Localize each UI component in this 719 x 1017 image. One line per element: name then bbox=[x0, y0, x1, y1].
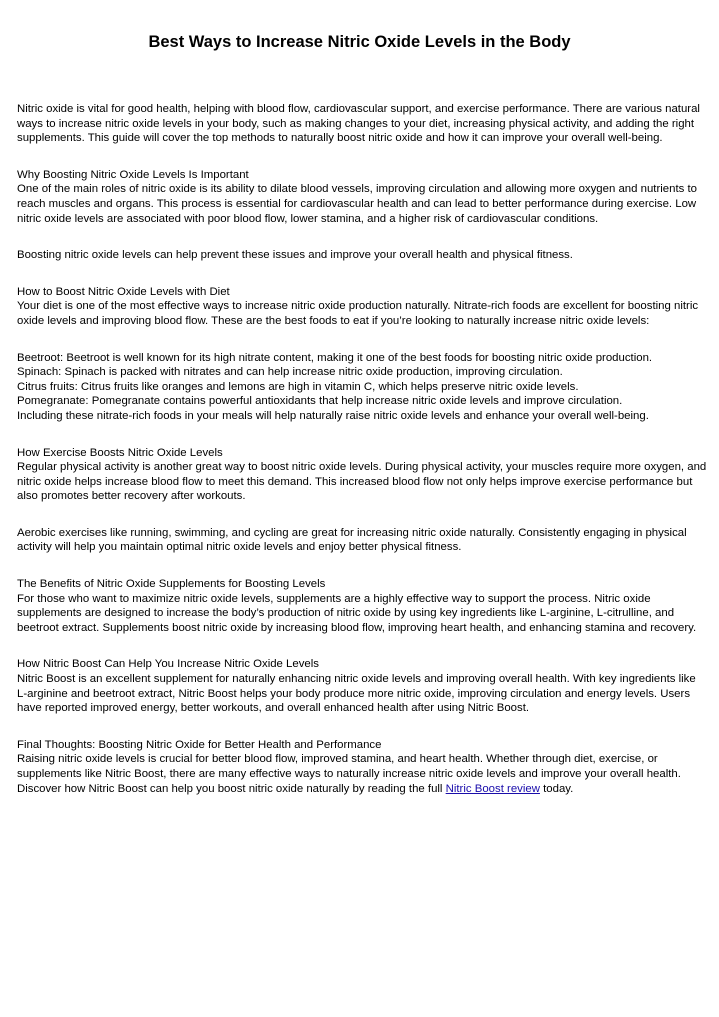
section-heading-final: Final Thoughts: Boosting Nitric Oxide for Better Health and Performance bbox=[17, 738, 382, 751]
paragraph-why-2: Boosting nitric oxide levels can help prevent these issues and improve your overall health and physical fitness. bbox=[17, 249, 573, 262]
list-item: Citrus fruits: Citrus fruits like oranges and lemons are high in vitamin C, which helps preserve nitric oxide levels. bbox=[17, 380, 579, 393]
list-item: Pomegranate: Pomegranate contains powerful antioxidants that help increase nitric oxide levels and improve circulation. bbox=[17, 395, 623, 408]
paragraph-supplements-1: For those who want to maximize nitric oxide levels, supplements are a highly effective way to support the process. Nitric oxide supplements are designed to increase the body’s production of nitric oxide by using key ingredients like L-arginine, L-citrulline, and beetroot extract. Supplements boost nitric oxide by increasing blood flow, improving heart health, and enhancing stamina and recovery. bbox=[17, 592, 697, 634]
document-body bbox=[17, 102, 707, 796]
final-text-after: today. bbox=[539, 782, 574, 795]
paragraph-nitric-boost-1: Nitric Boost is an excellent supplement for naturally enhancing nitric oxide levels and improving overall health. With key ingredients like L-arginine and beetroot extract, Nitric Boost helps your body produce more nitric oxide, improving circulation and energy levels. Users have reported improved energy, better workouts, and overall enhanced health after using Nitric Boost. bbox=[17, 673, 696, 715]
list-item: Spinach: Spinach is packed with nitrates and can help increase nitric oxide production, improving circulation. bbox=[17, 366, 563, 379]
paragraph-exercise-2: Aerobic exercises like running, swimming, and cycling are great for increasing nitric oxide naturally. Consistently engaging in physical activity will help you maintain optimal nitric oxide levels and enjoy better physical fitness. bbox=[17, 526, 687, 554]
intro-paragraph: Nitric oxide is vital for good health, helping with blood flow, cardiovascular support, and exercise performance. There are various natural ways to increase nitric oxide levels in your body, such as making changes to your diet, increasing physical activity, and adding the right supplements. This guide will cover the top methods to naturally boost nitric oxide and how it can improve your overall well-being. bbox=[17, 103, 700, 145]
section-heading-diet: How to Boost Nitric Oxide Levels with Diet bbox=[17, 285, 230, 298]
final-text-before: Raising nitric oxide levels is crucial for better blood flow, improved stamina, and heart health. Whether through diet, exercise, or supplements like Nitric Boost, there are many effective ways to naturally increase nitric oxide levels and improve your overall health. Discover how Nitric Boost can help you boost nitric oxide naturally by reading the full bbox=[17, 753, 681, 795]
section-heading-why: Why Boosting Nitric Oxide Levels Is Important bbox=[17, 168, 249, 181]
paragraph-why-1: One of the main roles of nitric oxide is its ability to dilate blood vessels, improving circulation and allowing more oxygen and nutrients to reach muscles and organs. This process is essential for cardiovascular health and can lead to better performance during exercise. Low nitric oxide levels are associated with poor blood flow, lower stamina, and a higher risk of cardiovascular conditions. bbox=[17, 183, 697, 225]
page-title: Best Ways to Increase Nitric Oxide Levels in the Body bbox=[148, 33, 571, 51]
section-heading-supplements: The Benefits of Nitric Oxide Supplements for Boosting Levels bbox=[17, 578, 326, 591]
section-heading-nitric-boost: How Nitric Boost Can Help You Increase Nitric Oxide Levels bbox=[17, 658, 319, 671]
paragraph-exercise-1: Regular physical activity is another great way to boost nitric oxide levels. During physical activity, your muscles require more oxygen, and nitric oxide helps increase blood flow to meet this demand. This increased blood flow not only helps improve exercise performance but also promotes better recovery after workouts. bbox=[17, 461, 707, 503]
paragraph-diet-1: Your diet is one of the most effective ways to increase nitric oxide production naturally. Nitrate-rich foods are excellent for boosting nitric oxide levels and improving blood flow. These are the best foods to eat if you’re looking to naturally increase nitric oxide levels: bbox=[17, 300, 699, 327]
nitric-boost-review-link[interactable]: Nitric Boost review bbox=[445, 782, 540, 795]
list-item: Beetroot: Beetroot is well known for its high nitrate content, making it one of the best foods for boosting nitric oxide production. bbox=[17, 351, 653, 364]
paragraph-final-1 bbox=[17, 752, 707, 796]
section-heading-exercise: How Exercise Boosts Nitric Oxide Levels bbox=[17, 446, 223, 459]
list-item: Including these nitrate-rich foods in your meals will help naturally raise nitric oxide levels and enhance your overall well-being. bbox=[17, 409, 649, 422]
